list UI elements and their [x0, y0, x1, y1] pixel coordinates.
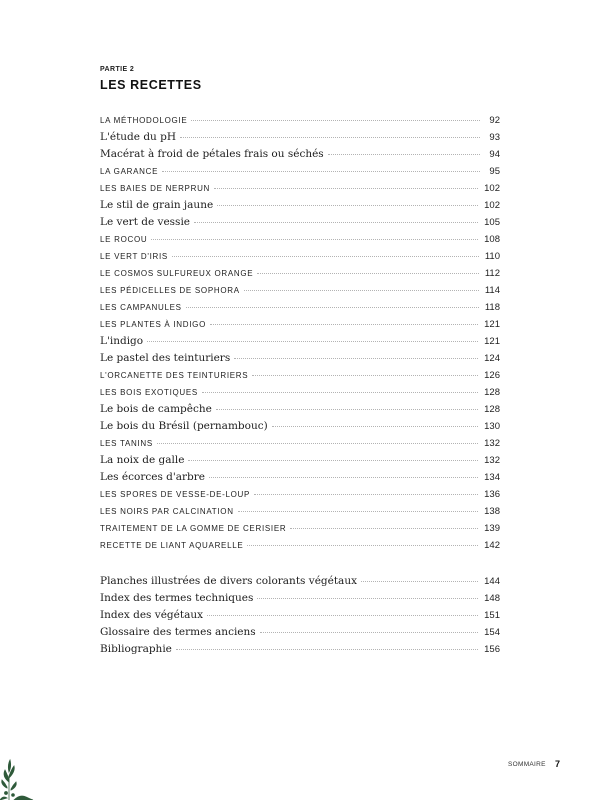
- toc-entry-page: 148: [484, 593, 500, 604]
- toc-entry-title: L'indigo: [100, 335, 144, 347]
- toc-entry: [100, 299, 500, 316]
- toc-entry-title: LE COSMOS SULFUREUX ORANGE: [100, 269, 254, 278]
- toc-entry-title: RECETTE DE LIANT AQUARELLE: [100, 541, 244, 550]
- toc-entry: [100, 197, 500, 214]
- toc-entry-page: 105: [484, 217, 500, 228]
- toc-dot-leader: [217, 205, 478, 206]
- toc-entry-title: LE ROCOU: [100, 235, 148, 244]
- toc-entry: [100, 129, 500, 146]
- toc-entry: [100, 282, 500, 299]
- toc-dot-leader: [361, 581, 478, 582]
- toc-dot-leader: [186, 307, 479, 308]
- toc-entry-page: 126: [484, 370, 500, 381]
- toc-entry: [100, 333, 500, 350]
- toc-entry: [100, 520, 500, 537]
- toc-entry-title: LA GARANCE: [100, 167, 159, 176]
- toc-dot-leader: [272, 426, 478, 427]
- toc-dot-leader: [252, 375, 478, 376]
- toc-entry: [100, 401, 500, 418]
- toc-dot-leader: [191, 120, 480, 121]
- toc-dot-leader: [238, 511, 478, 512]
- toc-entry-title: Le bois du Brésil (pernambouc): [100, 420, 268, 432]
- toc-entry-page: 139: [484, 523, 500, 534]
- toc-entry-title: Le pastel des teinturiers: [100, 352, 231, 364]
- footer-section-label: SOMMAIRE: [508, 761, 546, 768]
- part-title: LES RECETTES: [100, 78, 202, 92]
- toc-entry: [100, 573, 500, 590]
- toc-entry-page: 108: [484, 234, 500, 245]
- toc-entry: [100, 452, 500, 469]
- toc-entry-page: 144: [484, 576, 500, 587]
- toc-entry-page: 128: [484, 404, 500, 415]
- toc-entry: [100, 265, 500, 282]
- toc-entry-page: 138: [484, 506, 500, 517]
- toc-dot-leader: [216, 409, 478, 410]
- toc-entry: [100, 486, 500, 503]
- toc-entry-page: 130: [484, 421, 500, 432]
- toc-entry: [100, 435, 500, 452]
- toc-entry-page: 136: [484, 489, 500, 500]
- toc-entry-page: 118: [484, 302, 500, 313]
- toc-dot-leader: [244, 290, 479, 291]
- toc-entry-page: 114: [484, 285, 500, 296]
- toc-main-list: [100, 112, 500, 554]
- toc-entry-page: 132: [484, 438, 500, 449]
- toc-dot-leader: [151, 239, 478, 240]
- toc-entry-page: 124: [484, 353, 500, 364]
- toc-entry-title: L'étude du pH: [100, 131, 177, 143]
- toc-entry: [100, 112, 500, 129]
- toc-entry: [100, 350, 500, 367]
- toc-entry-title: L'ORCANETTE DES TEINTURIERS: [100, 371, 249, 380]
- toc-entry-page: 134: [484, 472, 500, 483]
- toc-entry-page: 93: [489, 132, 500, 143]
- toc-entry-title: LES PÉDICELLES DE SOPHORA: [100, 286, 240, 295]
- toc-entry-page: 151: [484, 610, 500, 621]
- toc-entry-title: Glossaire des termes anciens: [100, 626, 256, 638]
- toc-entry-title: TRAITEMENT DE LA GOMME DE CERISIER: [100, 524, 287, 533]
- toc-entry-page: 121: [484, 336, 500, 347]
- toc-dot-leader: [328, 154, 480, 155]
- toc-dot-leader: [234, 358, 478, 359]
- toc-dot-leader: [194, 222, 478, 223]
- toc-entry: [100, 163, 500, 180]
- toc-entry-title: LES NOIRS PAR CALCINATION: [100, 507, 234, 516]
- toc-dot-leader: [209, 477, 478, 478]
- toc-entry: [100, 607, 500, 624]
- toc-entry: [100, 590, 500, 607]
- toc-dot-leader: [254, 494, 478, 495]
- toc-entry-title: La noix de galle: [100, 454, 185, 466]
- toc-entry-page: 121: [484, 319, 500, 330]
- toc-dot-leader: [176, 649, 478, 650]
- toc-entry: [100, 418, 500, 435]
- toc-entry-title: Les écorces d'arbre: [100, 471, 206, 483]
- toc-entry: [100, 384, 500, 401]
- toc-entry-page: 95: [489, 166, 500, 177]
- toc-entry: [100, 248, 500, 265]
- toc-dot-leader: [172, 256, 479, 257]
- toc-entry-page: 92: [489, 115, 500, 126]
- footer-page-number: 7: [555, 759, 561, 769]
- toc-entry: [100, 503, 500, 520]
- toc-entry-page: 110: [484, 251, 500, 262]
- toc-dot-leader: [260, 632, 478, 633]
- toc-entry-title: LES PLANTES À INDIGO: [100, 320, 207, 329]
- toc-entry: [100, 537, 500, 554]
- toc-entry: [100, 214, 500, 231]
- toc-entry: [100, 469, 500, 486]
- toc-dot-leader: [180, 137, 480, 138]
- toc-entry: [100, 231, 500, 248]
- toc-entry-title: Le stil de grain jaune: [100, 199, 214, 211]
- toc-entry-title: LE VERT D'IRIS: [100, 252, 168, 261]
- toc-dot-leader: [162, 171, 480, 172]
- toc-entry-title: Le vert de vessie: [100, 216, 191, 228]
- toc-entry-title: Bibliographie: [100, 643, 172, 655]
- toc-entry: [100, 316, 500, 333]
- toc-entry-title: LES BAIES DE NERPRUN: [100, 184, 211, 193]
- toc-entry-page: 112: [484, 268, 500, 279]
- toc-entry-page: 94: [489, 149, 500, 160]
- toc-entry-page: 102: [484, 200, 500, 211]
- toc-entry: [100, 180, 500, 197]
- toc-entry-title: LA MÉTHODOLOGIE: [100, 116, 188, 125]
- toc-entry-title: LES SPORES DE VESSE-DE-LOUP: [100, 490, 251, 499]
- toc-dot-leader: [214, 188, 478, 189]
- toc-entry: [100, 146, 500, 163]
- toc-entry-page: 102: [484, 183, 500, 194]
- toc-entry-title: Index des végétaux: [100, 609, 204, 621]
- toc-dot-leader: [207, 615, 478, 616]
- toc-entry: [100, 624, 500, 641]
- toc-annex-list: [100, 573, 500, 658]
- toc-dot-leader: [247, 545, 478, 546]
- toc-dot-leader: [210, 324, 478, 325]
- toc-dot-leader: [202, 392, 478, 393]
- toc-entry-title: LES TANINS: [100, 439, 153, 448]
- toc-entry-title: Index des termes techniques: [100, 592, 254, 604]
- toc-entry-title: LES CAMPANULES: [100, 303, 182, 312]
- toc-entry-page: 156: [484, 644, 500, 655]
- toc-dot-leader: [257, 598, 478, 599]
- toc-entry-page: 142: [484, 540, 500, 551]
- toc-entry: [100, 367, 500, 384]
- part-label: PARTIE 2: [100, 66, 135, 73]
- toc-entry-title: Le bois de campêche: [100, 403, 212, 415]
- toc-entry-page: 132: [484, 455, 500, 466]
- toc-entry-title: LES BOIS EXOTIQUES: [100, 388, 198, 397]
- plant-illustration-icon: [0, 748, 40, 800]
- toc-dot-leader: [188, 460, 478, 461]
- toc-dot-leader: [290, 528, 478, 529]
- toc-entry-title: Planches illustrées de divers colorants végétaux: [100, 575, 358, 587]
- toc-entry-page: 128: [484, 387, 500, 398]
- toc-entry-page: 154: [484, 627, 500, 638]
- toc-entry: [100, 641, 500, 658]
- toc-entry-title: Macérat à froid de pétales frais ou séchés: [100, 148, 324, 160]
- toc-dot-leader: [257, 273, 479, 274]
- toc-dot-leader: [147, 341, 478, 342]
- toc-dot-leader: [157, 443, 478, 444]
